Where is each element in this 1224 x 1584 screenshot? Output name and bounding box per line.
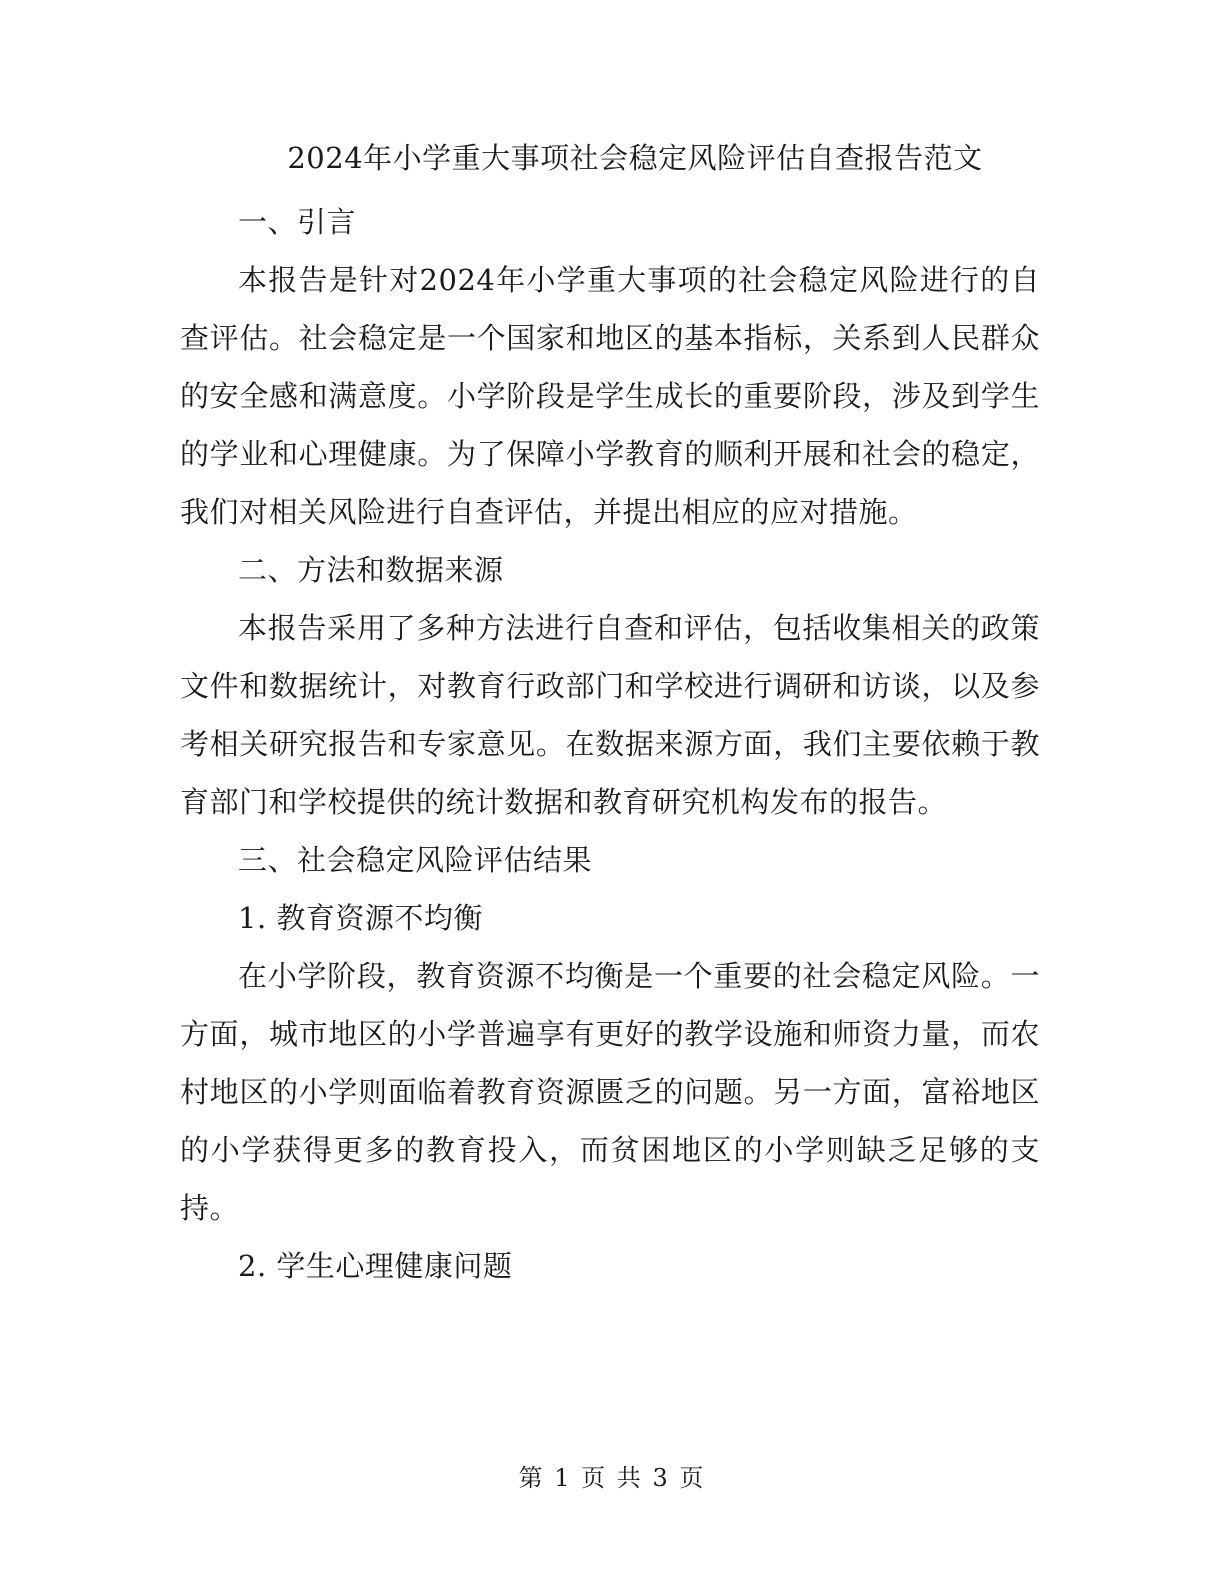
document-title: 2024年小学重大事项社会稳定风险评估自查报告范文 [287, 141, 983, 175]
page-footer: 第 1 页 共 3 页 [518, 1464, 706, 1492]
paragraph-item1: 在小学阶段，教育资源不均衡是一个重要的社会稳定风险。一方面，城市地区的小学普遍享有更好的教学设施和师资力量，而农村地区的小学则面临着教育资源匮乏的问题。另一方面，富裕地区的小学获得更多的教育投入，而贫困地区的小学则缺乏足够的支持。 [180, 959, 1040, 1225]
subsection-heading-2: 2. 学生心理健康问题 [238, 1249, 513, 1283]
paragraph-intro: 本报告是针对2024年小学重大事项的社会稳定风险进行的自查评估。社会稳定是一个国家和地区的基本指标，关系到人民群众的安全感和满意度。小学阶段是学生成长的重要阶段，涉及到学生的学业和心理健康。为了保障小学教育的顺利开展和社会的稳定，我们对相关风险进行自查评估，并提出相应的应对措施。 [180, 263, 1040, 529]
paragraph-method: 本报告采用了多种方法进行自查和评估，包括收集相关的政策文件和数据统计，对教育行政部门和学校进行调研和访谈，以及参考相关研究报告和专家意见。在数据来源方面，我们主要依赖于教育部门和学校提供的统计数据和教育研究机构发布的报告。 [180, 611, 1040, 819]
document-body [180, 193, 1040, 1295]
section-heading-results: 三、社会稳定风险评估结果 [238, 843, 593, 877]
section-heading-intro: 一、引言 [238, 205, 357, 239]
section-heading-method: 二、方法和数据来源 [238, 553, 504, 587]
subsection-heading-1: 1. 教育资源不均衡 [238, 901, 483, 935]
